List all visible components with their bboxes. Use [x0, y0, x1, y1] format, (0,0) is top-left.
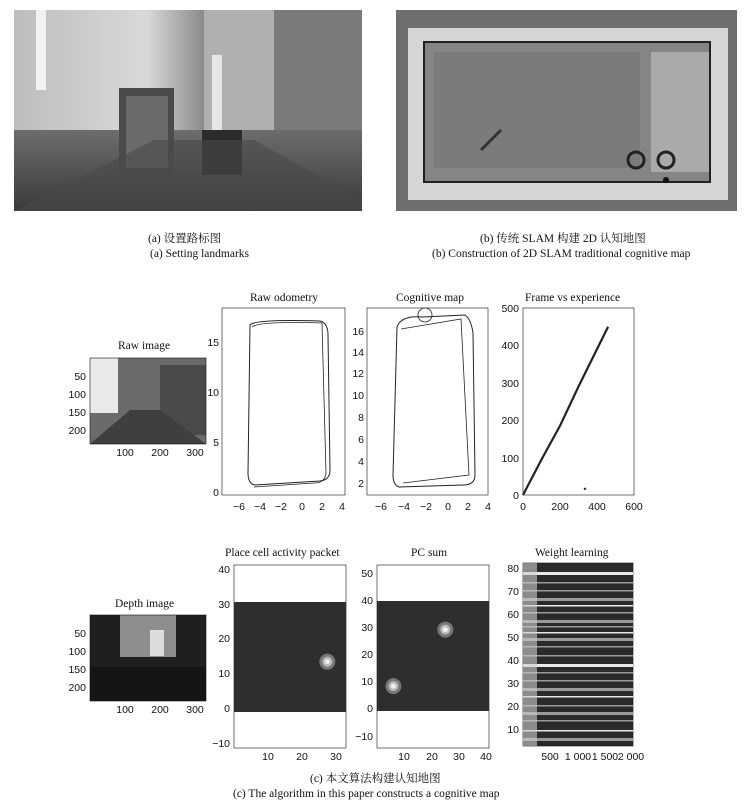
cognitive-map-xtick: −2 [420, 501, 432, 513]
raw-image-xtick: 200 [151, 447, 169, 459]
fve-series-line [584, 488, 586, 489]
fve-ytick: 300 [501, 378, 519, 390]
place-cell-ytick: 20 [218, 633, 230, 645]
raw-odometry-xtick: −4 [254, 501, 266, 513]
raw-odometry-plot [207, 305, 350, 515]
pc-sum-ytick: 20 [361, 649, 373, 661]
weight-stripe [523, 598, 633, 601]
weight-stripe [523, 664, 633, 667]
weight-stripe [523, 738, 633, 741]
slam-occupancy-map [396, 10, 737, 211]
pc-sum-ytick: 30 [361, 622, 373, 634]
raw-odometry-title: Raw odometry [250, 292, 319, 304]
wl-ytick: 20 [507, 701, 519, 713]
activity-blob [437, 622, 453, 638]
pc-sum-ytick: 50 [361, 568, 373, 580]
weight-stripe [523, 612, 633, 614]
weight-stripe [523, 672, 633, 674]
place-cell-ytick: −10 [212, 738, 230, 750]
raw-image-xtick: 100 [116, 447, 134, 459]
weight-stripe [523, 582, 633, 584]
raw-image-ytick: 150 [68, 407, 86, 419]
raw-odometry-xtick: 2 [319, 501, 325, 513]
place-cell-ytick: 0 [224, 703, 230, 715]
caption-c-zh: (c) 本文算法构建认知地图 [310, 773, 441, 785]
caption-c-en: (c) The algorithm in this paper constructs a cognitive map [233, 788, 500, 800]
cognitive-map-ytick: 16 [352, 326, 364, 338]
caption-a-en: (a) Setting landmarks [150, 248, 250, 260]
wl-ytick: 80 [507, 563, 519, 575]
pc-sum-xtick: 10 [398, 751, 410, 763]
wl-ytick: 40 [507, 655, 519, 667]
weight-stripe [523, 626, 633, 628]
wl-xtick: 1 000 [564, 751, 592, 763]
depth-image-ytick: 150 [68, 664, 86, 676]
fve-xtick: 200 [551, 501, 569, 513]
place-cell-title: Place cell activity packet [225, 547, 340, 559]
activity-blob [385, 678, 401, 694]
raw-odometry-ytick: 15 [207, 337, 219, 349]
cognitive-map-plot [353, 305, 493, 515]
fve-ytick: 400 [501, 340, 519, 352]
cognitive-map-xtick: 2 [465, 501, 471, 513]
fve-ytick: 500 [501, 303, 519, 315]
fve-ytick: 200 [501, 415, 519, 427]
fve-ytick: 0 [513, 490, 519, 502]
pc-sum-xtick: 30 [453, 751, 465, 763]
wl-ytick: 60 [507, 609, 519, 621]
cognitive-map-ytick: 10 [352, 390, 364, 402]
weight-stripe [523, 563, 537, 746]
frame-vs-experience-title: Frame vs experience [525, 292, 621, 304]
raw-image-ytick: 200 [68, 425, 86, 437]
weight-stripe [523, 572, 633, 575]
landmark-photo [14, 10, 362, 211]
pc-sum-ytick: 40 [361, 595, 373, 607]
weight-stripe [523, 620, 633, 623]
place-cell-plot [210, 560, 350, 763]
depth-image-xtick: 300 [186, 704, 204, 716]
fve-xtick: 0 [520, 501, 526, 513]
weight-learning-plot [495, 560, 645, 763]
weight-stripe [523, 638, 633, 641]
weight-stripe [523, 646, 633, 648]
weight-stripe [523, 720, 633, 722]
cognitive-map-ytick: 4 [358, 456, 364, 468]
place-cell-ytick: 10 [218, 668, 230, 680]
depth-image-panel [40, 612, 210, 722]
raw-odometry-xtick: −2 [275, 501, 287, 513]
cognitive-map-xtick: −4 [398, 501, 410, 513]
wl-xtick: 500 [541, 751, 559, 763]
raw-image-ytick: 100 [68, 389, 86, 401]
frame-vs-experience-plot [495, 303, 643, 515]
raw-odometry-xtick: 0 [299, 501, 305, 513]
depth-image-xtick: 200 [151, 704, 169, 716]
raw-odometry-ytick: 5 [213, 437, 219, 449]
pc-sum-ytick: 0 [367, 703, 373, 715]
wl-ytick: 30 [507, 678, 519, 690]
weight-stripe [523, 696, 633, 698]
weight-stripe [523, 705, 633, 707]
pc-sum-title: PC sum [411, 547, 448, 559]
place-cell-xtick: 30 [330, 751, 342, 763]
pc-sum-plot [353, 560, 493, 763]
raw-odometry-ytick: 0 [213, 487, 219, 499]
place-cell-ytick: 40 [218, 564, 230, 576]
raw-odometry-ytick: 10 [207, 387, 219, 399]
cognitive-map-ytick: 12 [352, 368, 364, 380]
pc-sum-xtick: 20 [426, 751, 438, 763]
raw-image-panel [40, 355, 210, 465]
cognitive-map-ytick: 14 [352, 347, 364, 359]
place-cell-xtick: 20 [296, 751, 308, 763]
cognitive-map-xtick: 0 [445, 501, 451, 513]
fve-ytick: 100 [501, 453, 519, 465]
raw-image-title: Raw image [118, 340, 171, 352]
pc-sum-ytick: 10 [361, 676, 373, 688]
depth-image-xtick: 100 [116, 704, 134, 716]
cognitive-map-title: Cognitive map [396, 292, 465, 304]
weight-stripe [523, 605, 633, 607]
weight-stripe [523, 632, 633, 634]
pc-sum-xtick: 40 [480, 751, 492, 763]
caption-b-en: (b) Construction of 2D SLAM traditional cognitive map [432, 248, 691, 260]
raw-image-xtick: 300 [186, 447, 204, 459]
weight-stripe [523, 730, 633, 732]
weight-learning-title: Weight learning [535, 547, 609, 559]
depth-image-ytick: 100 [68, 646, 86, 658]
raw-image-ytick: 50 [74, 371, 86, 383]
depth-image-title: Depth image [115, 598, 175, 610]
cognitive-map-ytick: 8 [358, 412, 364, 424]
fve-xtick: 400 [588, 501, 606, 513]
cognitive-map-xtick: −6 [375, 501, 387, 513]
wl-ytick: 50 [507, 632, 519, 644]
weight-stripe [523, 590, 633, 592]
caption-b-zh: (b) 传统 SLAM 构建 2D 认知地图 [480, 233, 646, 245]
wl-ytick: 70 [507, 586, 519, 598]
cognitive-map-xtick: 4 [485, 501, 491, 513]
pc-sum-ytick: −10 [355, 731, 373, 743]
raw-odometry-xtick: 4 [339, 501, 345, 513]
cognitive-map-ytick: 2 [358, 478, 364, 490]
wl-xtick: 2 000 [617, 751, 645, 763]
weight-stripe [523, 688, 633, 691]
place-cell-xtick: 10 [262, 751, 274, 763]
weight-stripe [523, 712, 633, 715]
caption-a-zh: (a) 设置路标图 [148, 233, 222, 245]
wl-xtick: 1 500 [591, 751, 619, 763]
wl-ytick: 10 [507, 724, 519, 736]
depth-image-ytick: 50 [74, 628, 86, 640]
depth-image-ytick: 200 [68, 682, 86, 694]
fve-xtick: 600 [625, 501, 643, 513]
place-cell-ytick: 30 [218, 599, 230, 611]
weight-stripe [523, 655, 633, 657]
activity-blob [319, 654, 335, 670]
cognitive-map-ytick: 6 [358, 434, 364, 446]
weight-stripe [523, 680, 633, 682]
raw-odometry-xtick: −6 [233, 501, 245, 513]
